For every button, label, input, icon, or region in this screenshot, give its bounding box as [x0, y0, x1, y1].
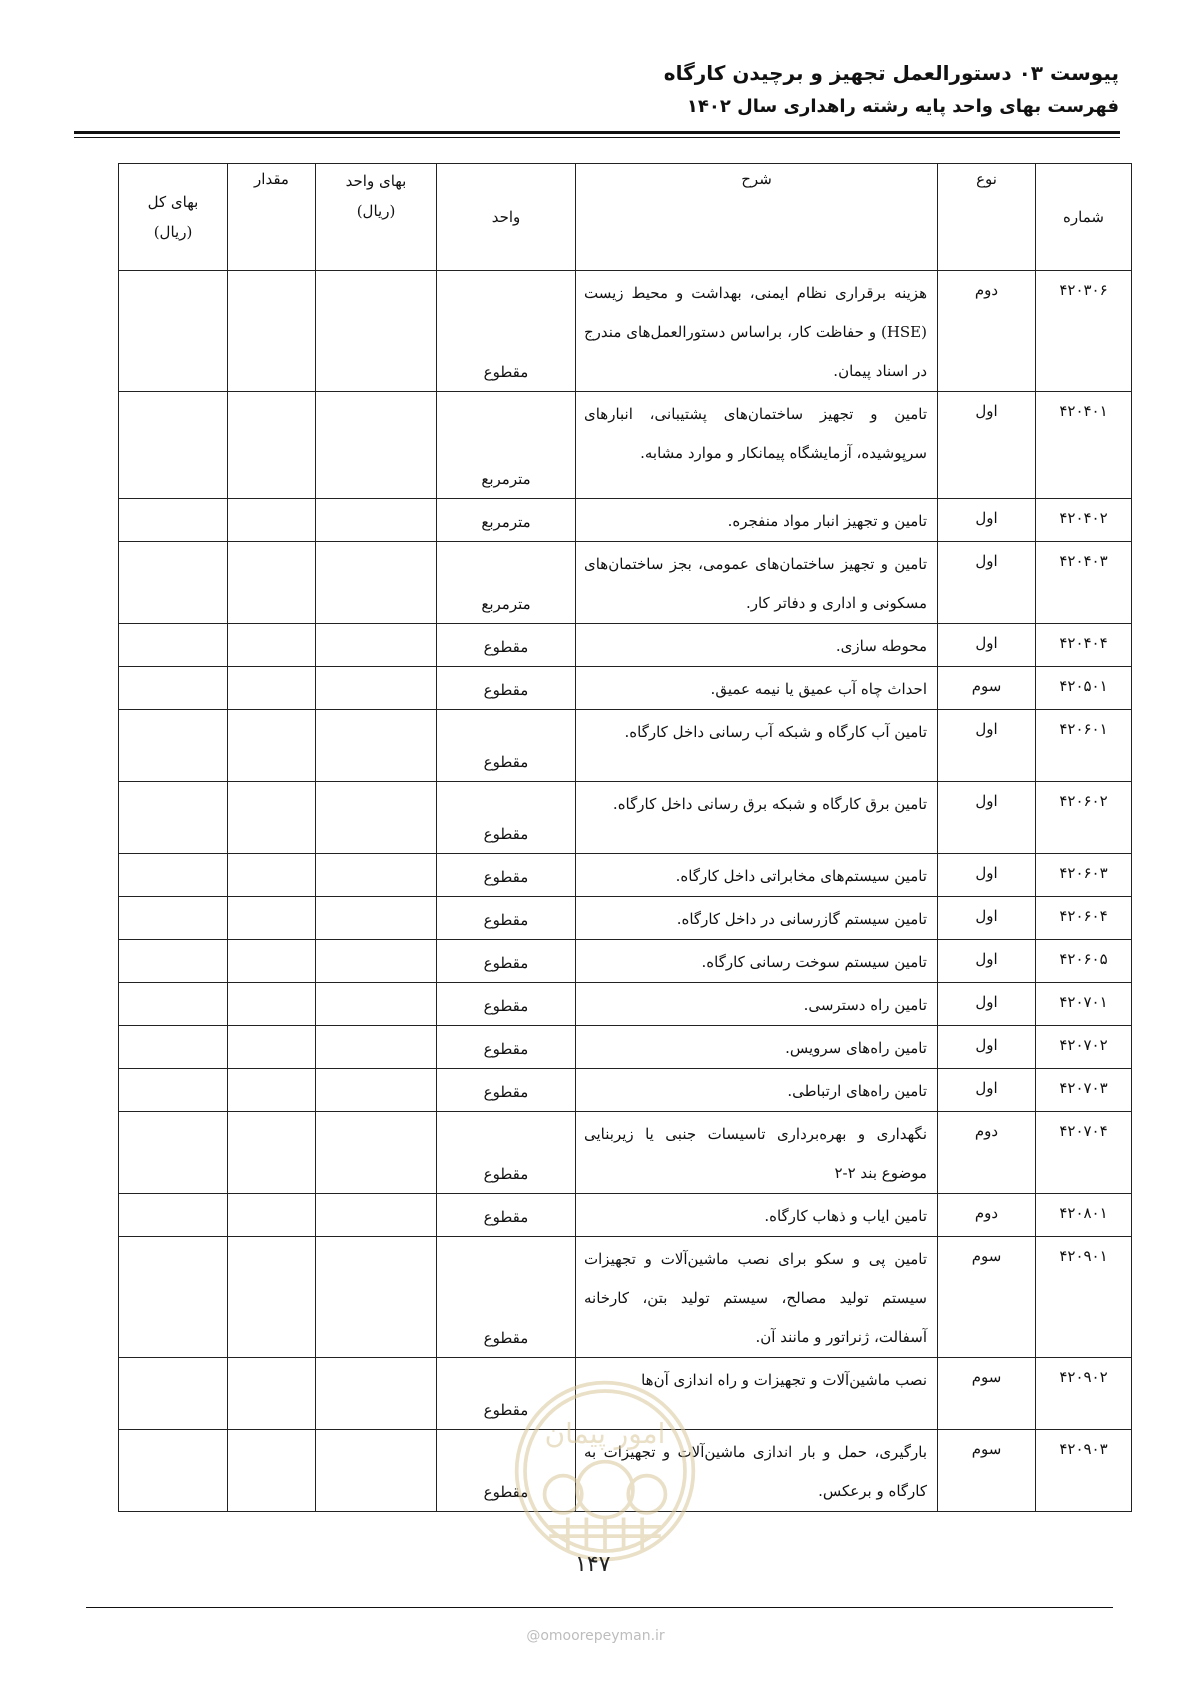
table-row [119, 897, 1132, 940]
table-row [119, 624, 1132, 667]
row-number: ۴۲۰۹۰۲ [1036, 1358, 1132, 1430]
row-description: محوطه سازی. [576, 624, 938, 667]
row-type: اول [938, 624, 1036, 667]
row-number: ۴۲۰۵۰۱ [1036, 667, 1132, 710]
price-table [118, 163, 1132, 1512]
table-header-row [119, 164, 1132, 271]
row-total-price [119, 271, 228, 392]
row-type: سوم [938, 667, 1036, 710]
row-unit: مقطوع [437, 667, 576, 710]
row-unit-price [316, 667, 437, 710]
row-number: ۴۲۰۴۰۴ [1036, 624, 1132, 667]
row-total-price [119, 1194, 228, 1237]
row-type: اول [938, 542, 1036, 624]
row-quantity [228, 940, 316, 983]
row-quantity [228, 271, 316, 392]
appendix-title: پیوست ۰۳ دستورالعمل تجهیز و برچیدن کارگاه [663, 61, 1119, 85]
row-description: تامین و تجهیز ساختمان‌های عمومی، بجز ساختمان‌های مسکونی و اداری و دفاتر کار. [576, 542, 938, 624]
row-unit: مقطوع [437, 1112, 576, 1194]
row-unit-price [316, 392, 437, 499]
table-row [119, 1112, 1132, 1194]
row-unit-price [316, 710, 437, 782]
row-unit-price [316, 983, 437, 1026]
row-type: اول [938, 710, 1036, 782]
row-number: ۴۲۰۴۰۳ [1036, 542, 1132, 624]
row-unit: مقطوع [437, 983, 576, 1026]
row-number: ۴۲۰۶۰۲ [1036, 782, 1132, 854]
row-description: نگهداری و بهره‌برداری تاسیسات جنبی یا زیربنایی موضوع بند ۲-۲ [576, 1112, 938, 1194]
row-unit: مقطوع [437, 1026, 576, 1069]
row-unit: مقطوع [437, 1237, 576, 1358]
row-quantity [228, 1358, 316, 1430]
row-total-price [119, 897, 228, 940]
row-number: ۴۲۰۳۰۶ [1036, 271, 1132, 392]
row-type: اول [938, 854, 1036, 897]
row-unit: مقطوع [437, 271, 576, 392]
row-unit-price [316, 854, 437, 897]
row-unit-price [316, 542, 437, 624]
row-total-price [119, 854, 228, 897]
row-unit: مترمربع [437, 499, 576, 542]
row-unit: مقطوع [437, 1194, 576, 1237]
row-number: ۴۲۰۹۰۳ [1036, 1430, 1132, 1512]
table-row [119, 499, 1132, 542]
website-watermark: @omoorepeyman.ir [526, 1628, 665, 1644]
row-unit-price [316, 897, 437, 940]
row-unit: مترمربع [437, 392, 576, 499]
row-type: دوم [938, 271, 1036, 392]
row-total-price [119, 542, 228, 624]
row-type: اول [938, 1069, 1036, 1112]
row-description: تامین سیستم گازرسانی در داخل کارگاه. [576, 897, 938, 940]
row-quantity [228, 392, 316, 499]
header-description: شرح [576, 164, 938, 271]
row-number: ۴۲۰۷۰۱ [1036, 983, 1132, 1026]
row-number: ۴۲۰۶۰۳ [1036, 854, 1132, 897]
table-row [119, 1194, 1132, 1237]
table-row [119, 710, 1132, 782]
row-number: ۴۲۰۴۰۱ [1036, 392, 1132, 499]
row-quantity [228, 667, 316, 710]
row-total-price [119, 983, 228, 1026]
table-row [119, 1026, 1132, 1069]
row-type: سوم [938, 1430, 1036, 1512]
row-unit-price [316, 1194, 437, 1237]
footer-rule [86, 1607, 1113, 1608]
table-row [119, 542, 1132, 624]
row-quantity [228, 983, 316, 1026]
row-total-price [119, 1430, 228, 1512]
row-total-price [119, 667, 228, 710]
row-quantity [228, 782, 316, 854]
row-number: ۴۲۰۶۰۱ [1036, 710, 1132, 782]
row-type: اول [938, 499, 1036, 542]
row-unit-price [316, 1358, 437, 1430]
row-type: اول [938, 392, 1036, 499]
row-unit: مترمربع [437, 542, 576, 624]
row-total-price [119, 499, 228, 542]
row-total-price [119, 1358, 228, 1430]
row-type: سوم [938, 1237, 1036, 1358]
table-row [119, 667, 1132, 710]
row-quantity [228, 499, 316, 542]
row-description: تامین برق کارگاه و شبکه برق رسانی داخل کارگاه. [576, 782, 938, 854]
row-number: ۴۲۰۴۰۲ [1036, 499, 1132, 542]
row-unit: مقطوع [437, 940, 576, 983]
row-unit: مقطوع [437, 854, 576, 897]
row-number: ۴۲۰۸۰۱ [1036, 1194, 1132, 1237]
row-unit-price [316, 271, 437, 392]
row-description: تامین راه دسترسی. [576, 983, 938, 1026]
row-description: تامین ایاب و ذهاب کارگاه. [576, 1194, 938, 1237]
page-number: ۱۴۷ [575, 1552, 611, 1577]
table-row [119, 983, 1132, 1026]
row-description: تامین راه‌های ارتباطی. [576, 1069, 938, 1112]
row-description: بارگیری، حمل و بار اندازی ماشین‌آلات و تجهیزات به کارگاه و برعکس. [576, 1430, 938, 1512]
row-number: ۴۲۰۷۰۲ [1036, 1026, 1132, 1069]
row-unit-price [316, 1112, 437, 1194]
row-type: اول [938, 940, 1036, 983]
row-type: اول [938, 782, 1036, 854]
row-type: دوم [938, 1112, 1036, 1194]
row-unit-price [316, 1430, 437, 1512]
row-unit: مقطوع [437, 710, 576, 782]
omoorepeyman-seal-logo-icon [512, 1378, 698, 1564]
header-number: شماره [1036, 164, 1132, 271]
row-unit-price [316, 624, 437, 667]
row-total-price [119, 1069, 228, 1112]
table-row [119, 1237, 1132, 1358]
row-quantity [228, 1237, 316, 1358]
header-total-price: بهای کل (ریال) [119, 164, 228, 271]
row-type: دوم [938, 1194, 1036, 1237]
row-description: احداث چاه آب عمیق یا نیمه عمیق. [576, 667, 938, 710]
row-number: ۴۲۰۶۰۴ [1036, 897, 1132, 940]
table-row [119, 854, 1132, 897]
row-description: تامین راه‌های سرویس. [576, 1026, 938, 1069]
row-number: ۴۲۰۹۰۱ [1036, 1237, 1132, 1358]
price-list-title: فهرست بهای واحد پایه رشته راهداری سال ۱۴۰۲ [686, 96, 1119, 117]
row-quantity [228, 1194, 316, 1237]
row-description: تامین پی و سکو برای نصب ماشین‌آلات و تجهیزات سیستم تولید مصالح، سیستم تولید بتن، کارخانه آسفالت، ژنراتور و مانند آن. [576, 1237, 938, 1358]
header-unit-price: بهای واحد (ریال) [316, 164, 437, 271]
row-unit-price [316, 499, 437, 542]
row-unit: مقطوع [437, 782, 576, 854]
svg-text:امور پیمان: امور پیمان [544, 1417, 666, 1451]
header-unit: واحد [437, 164, 576, 271]
page-header [664, 58, 1119, 122]
row-quantity [228, 624, 316, 667]
row-quantity [228, 1026, 316, 1069]
row-total-price [119, 782, 228, 854]
row-quantity [228, 1430, 316, 1512]
row-description: تامین و تجهیز ساختمان‌های پشتیبانی، انبارهای سرپوشیده، آزمایشگاه پیمانکار و موارد مشابه. [576, 392, 938, 499]
row-unit-price [316, 782, 437, 854]
row-total-price [119, 392, 228, 499]
row-quantity [228, 710, 316, 782]
row-total-price [119, 710, 228, 782]
row-total-price [119, 1237, 228, 1358]
row-unit: مقطوع [437, 1358, 576, 1430]
row-number: ۴۲۰۷۰۴ [1036, 1112, 1132, 1194]
row-unit: مقطوع [437, 1430, 576, 1512]
table-row [119, 271, 1132, 392]
row-quantity [228, 1069, 316, 1112]
row-total-price [119, 940, 228, 983]
row-type: اول [938, 897, 1036, 940]
row-type: اول [938, 983, 1036, 1026]
table-row [119, 1069, 1132, 1112]
row-quantity [228, 542, 316, 624]
row-type: اول [938, 1026, 1036, 1069]
header-type: نوع [938, 164, 1036, 271]
header-rule-thin [74, 137, 1120, 138]
row-unit: مقطوع [437, 1069, 576, 1112]
row-total-price [119, 624, 228, 667]
row-total-price [119, 1026, 228, 1069]
row-quantity [228, 897, 316, 940]
header-quantity: مقدار [228, 164, 316, 271]
header-rule-thick [74, 131, 1120, 134]
row-number: ۴۲۰۶۰۵ [1036, 940, 1132, 983]
row-quantity [228, 854, 316, 897]
table-row [119, 940, 1132, 983]
row-description: نصب ماشین‌آلات و تجهیزات و راه اندازی آن‌ها [576, 1358, 938, 1430]
row-unit: مقطوع [437, 624, 576, 667]
row-unit-price [316, 1237, 437, 1358]
row-description: تامین آب کارگاه و شبکه آب رسانی داخل کارگاه. [576, 710, 938, 782]
row-unit-price [316, 940, 437, 983]
row-description: تامین و تجهیز انبار مواد منفجره. [576, 499, 938, 542]
row-unit: مقطوع [437, 897, 576, 940]
row-number: ۴۲۰۷۰۳ [1036, 1069, 1132, 1112]
row-total-price [119, 1112, 228, 1194]
row-unit-price [316, 1026, 437, 1069]
table-row [119, 782, 1132, 854]
row-unit-price [316, 1069, 437, 1112]
table-row [119, 392, 1132, 499]
row-description: تامین سیستم سوخت رسانی کارگاه. [576, 940, 938, 983]
row-quantity [228, 1112, 316, 1194]
row-description: تامین سیستم‌های مخابراتی داخل کارگاه. [576, 854, 938, 897]
row-type: سوم [938, 1358, 1036, 1430]
row-description: هزینه برقراری نظام ایمنی، بهداشت و محیط زیست (HSE) و حفاظت کار، براساس دستورالعمل‌های مندرج در اسناد پیمان. [576, 271, 938, 392]
